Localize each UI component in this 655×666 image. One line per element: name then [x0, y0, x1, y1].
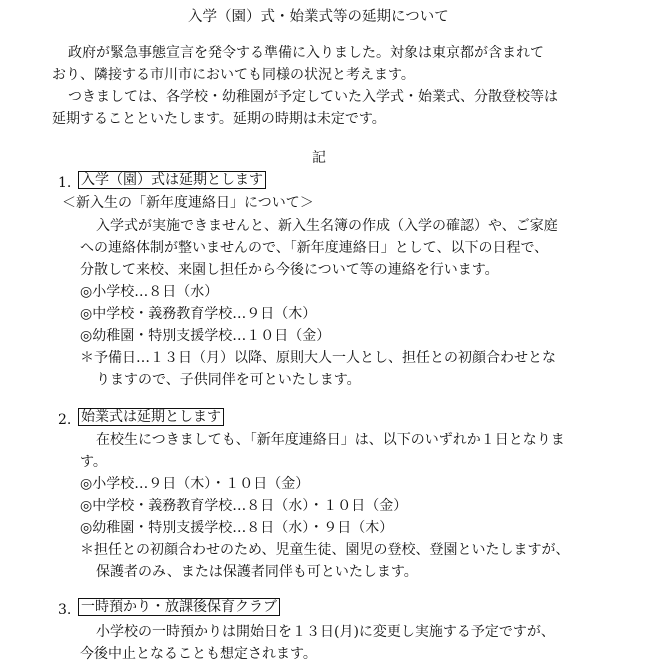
section-1-item-elementary: ◎小学校…８日（水）	[80, 284, 219, 300]
section-1-note-line-2: りますので、子供同伴を可といたします。	[96, 372, 361, 388]
section-1-body-line-3: 分散して来校、来園し担任から今後について等の連絡を行います。	[80, 262, 499, 278]
section-1-subheading: ＜新入生の「新年度連絡日」について＞	[62, 195, 314, 211]
section-3-body-line-1: 小学校の一時預かりは開始日を１３日(月)に変更し実施する予定ですが、	[96, 624, 555, 640]
section-1-item-junior-high: ◎中学校・義務教育学校…９日（木）	[80, 306, 317, 322]
section-1-heading	[78, 171, 266, 189]
section-2-note-line-1: ＊担任との初顔合わせのため、児童生徒、園児の登校、登園といたしますが、	[80, 542, 570, 558]
section-1-number: 1.	[58, 175, 72, 191]
section-2-body-line-1: 在校生につきましても、「新年度連絡日」は、以下のいずれか１日となりま	[96, 432, 565, 448]
document-title: 入学（園）式・始業式等の延期について	[188, 9, 449, 25]
section-1-body-line-1: 入学式が実施できませんと、新入生名簿の作成（入学の確認）や、ご家庭	[96, 218, 558, 234]
section-2-note-line-2: 保護者のみ、または保護者同伴も可といたします。	[96, 564, 418, 580]
section-1-note-line-1: ＊予備日…１３日（月）以降、原則大人一人とし、担任との初顔合わせとな	[80, 350, 556, 366]
section-1-body-line-2: への連絡体制が整いませんので、「新年度連絡日」として、以下の日程で、	[80, 240, 549, 256]
section-1-item-kindergarten: ◎幼稚園・特別支援学校…１０日（金）	[80, 328, 331, 344]
section-2-item-elementary: ◎小学校…９日（木）・１０日（金）	[80, 476, 310, 492]
section-3-body-line-2: 今後中止となることも想定されます。	[80, 646, 317, 662]
section-3-number: 3.	[58, 602, 72, 618]
intro-paragraph-1-line-2: おり、隣接する市川市においても同様の状況と考えます。	[52, 67, 415, 83]
section-2-heading-box: 始業式は延期とします	[78, 408, 224, 426]
section-3-heading	[78, 598, 280, 616]
section-1-heading-box: 入学（園）式は延期とします	[78, 171, 266, 189]
intro-paragraph-2-line-2: 延期することといたします。延期の時期は未定です。	[52, 111, 386, 127]
intro-paragraph-1-line-1: 政府が緊急事態宣言を発令する準備に入りました。対象は東京都が含まれて	[68, 45, 544, 61]
section-3-heading-box: 一時預かり・放課後保育クラブ	[78, 598, 280, 616]
section-2-body-line-2: す。	[80, 454, 107, 470]
section-2-heading	[78, 408, 224, 426]
ki-marker: 記	[312, 150, 326, 166]
section-2-item-kindergarten: ◎幼稚園・特別支援学校…８日（水）・９日（木）	[80, 520, 394, 536]
section-2-item-junior-high: ◎中学校・義務教育学校…８日（水）・１０日（金）	[80, 498, 408, 514]
intro-paragraph-2-line-1: つきましては、各学校・幼稚園が予定していた入学式・始業式、分散登校等は	[68, 89, 558, 105]
section-2-number: 2.	[58, 412, 72, 428]
